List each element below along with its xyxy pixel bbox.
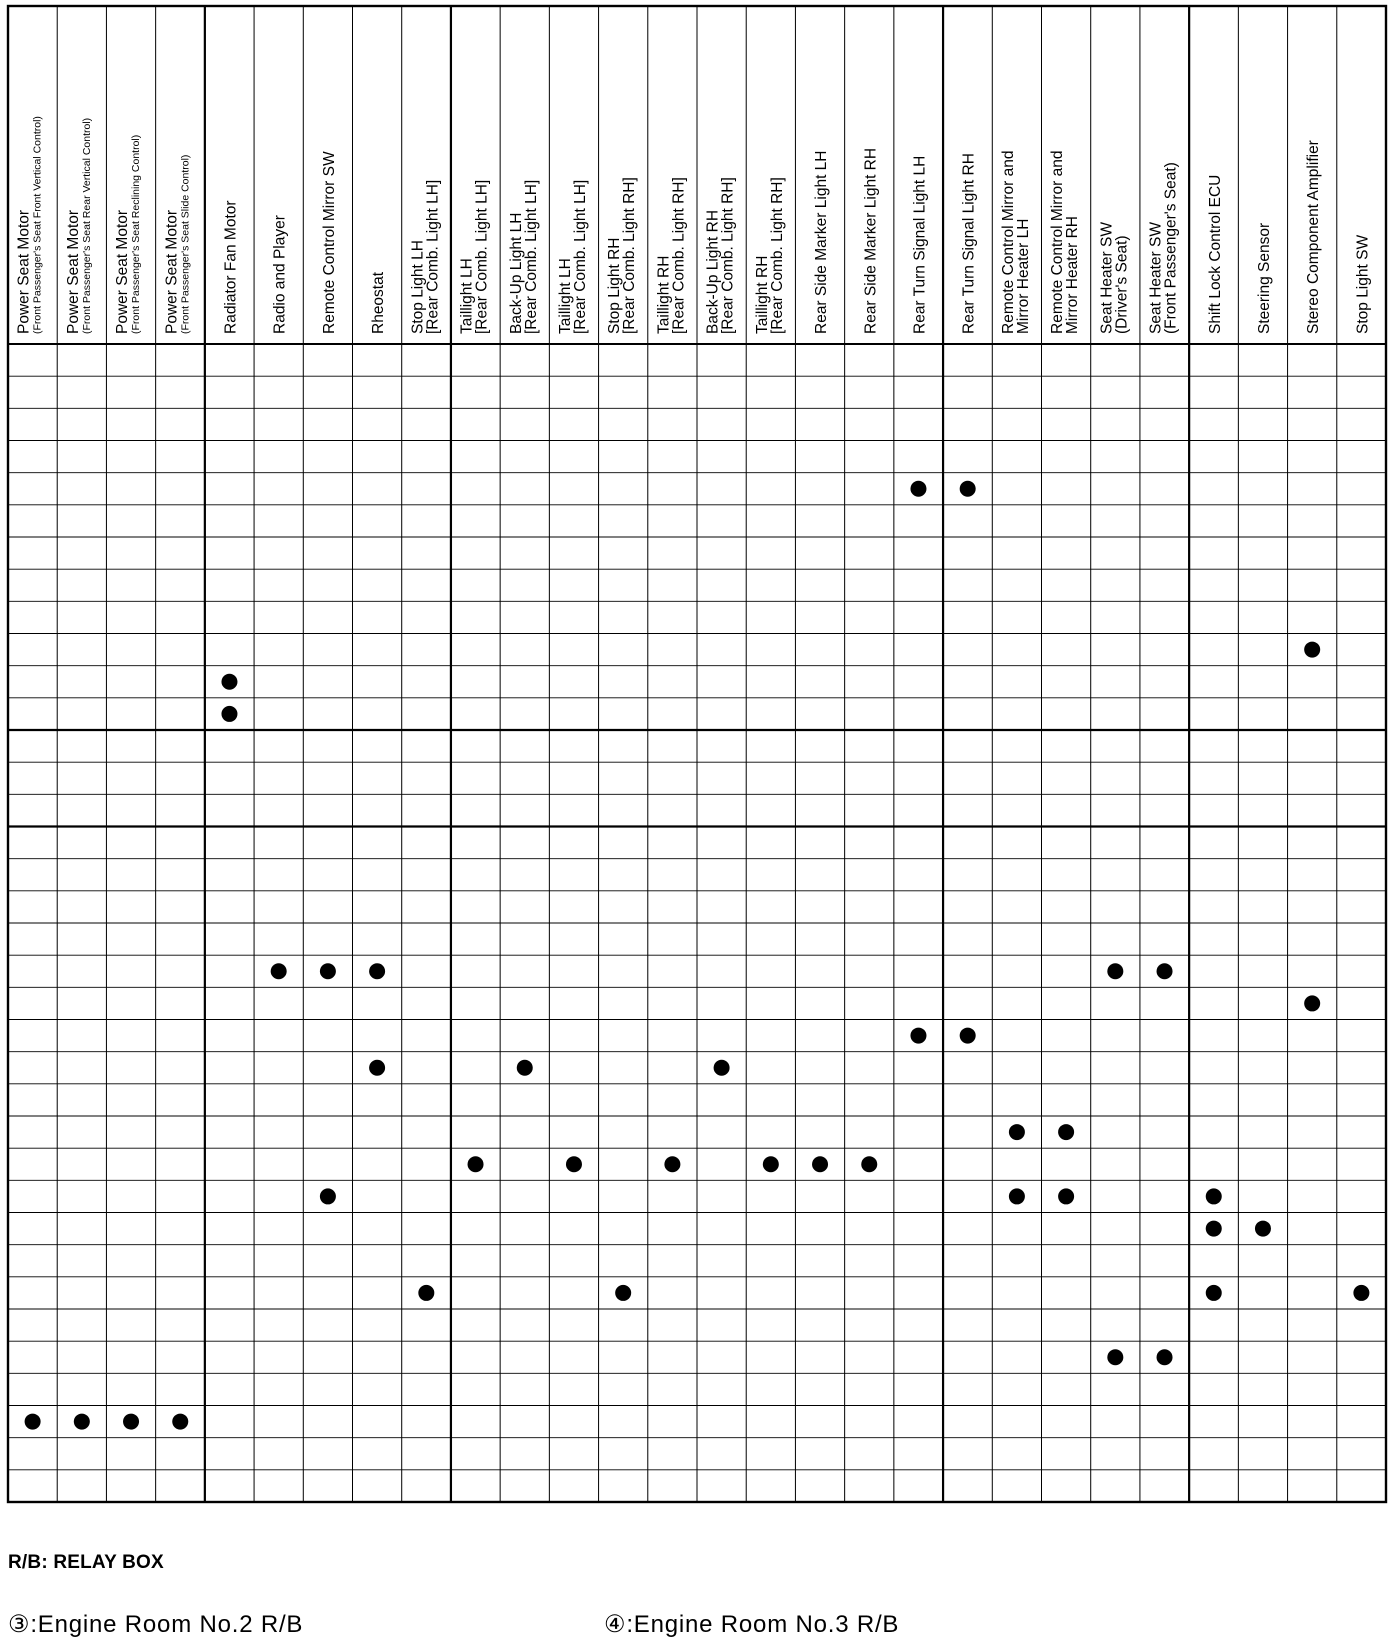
connection-dot	[1353, 1285, 1369, 1301]
column-header-subtitle: [Rear Comb. Light RH]	[768, 177, 786, 334]
connection-dot	[1107, 1349, 1123, 1365]
column-header-title: Steering Sensor	[1255, 222, 1273, 334]
connection-dot	[1058, 1188, 1074, 1204]
connection-dot	[221, 674, 237, 690]
column-header-subtitle: [Rear Comb. Light LH]	[424, 179, 442, 334]
column-header-subtitle: (Front Passenger's Seat Front Vertical Control)	[31, 116, 44, 334]
column-header-title: Power Seat Motor	[163, 209, 181, 334]
connection-dot	[1304, 995, 1320, 1011]
connection-dot	[910, 481, 926, 497]
connection-dot	[1157, 1349, 1173, 1365]
connection-dot	[1206, 1221, 1222, 1237]
column-header-title: Remote Control Mirror and	[1049, 150, 1067, 334]
column-header-subtitle: (Front Passenger's Seat)	[1162, 162, 1180, 334]
column-header-title: Back-Up Light LH	[507, 212, 525, 334]
column-header-title: Stop Light RH	[606, 237, 624, 334]
column-header-title: Seat Heater SW	[1098, 222, 1116, 334]
legend-title: R/B: RELAY BOX	[8, 1552, 164, 1573]
connection-dot	[566, 1156, 582, 1172]
connection-dot	[1009, 1124, 1025, 1140]
connection-dot	[960, 1028, 976, 1044]
column-header-title: Radio and Player	[271, 215, 289, 334]
column-header-title: Stereo Component Amplifier	[1305, 140, 1323, 334]
connection-dot	[320, 1188, 336, 1204]
column-header-subtitle: [Rear Comb. Light RH]	[621, 177, 639, 334]
connection-dot	[172, 1414, 188, 1430]
column-header-title: Rheostat	[370, 271, 388, 334]
column-header-subtitle: (Front Passenger's Seat Rear Vertical Control)	[80, 117, 93, 334]
column-header-title: Power Seat Motor	[114, 209, 132, 334]
connection-dot	[221, 706, 237, 722]
connection-dot	[1206, 1188, 1222, 1204]
column-header-subtitle: [Rear Comb. Light LH]	[473, 179, 491, 334]
connection-dot	[1157, 963, 1173, 979]
column-header-subtitle: [Rear Comb. Light LH]	[522, 179, 540, 334]
connection-dot	[25, 1414, 41, 1430]
column-header-title: Remote Control Mirror and	[999, 150, 1017, 334]
column-header-title: Taillight LH	[556, 258, 574, 334]
column-headers	[16, 116, 1372, 334]
column-header-title: Rear Side Marker Light LH	[813, 150, 831, 334]
column-header-title: Power Seat Motor	[64, 209, 82, 334]
connection-dot	[714, 1060, 730, 1076]
column-header-title: Taillight RH	[753, 255, 771, 334]
connection-dot	[1206, 1285, 1222, 1301]
connection-dot	[74, 1414, 90, 1430]
connection-dot	[910, 1028, 926, 1044]
column-header-title: Rear Side Marker Light RH	[862, 147, 880, 334]
connection-dot	[123, 1414, 139, 1430]
column-header-title: Power Seat Motor	[15, 209, 33, 334]
column-header-title: Shift Lock Control ECU	[1206, 174, 1224, 334]
connection-dot	[664, 1156, 680, 1172]
column-header-title: Stop Light LH	[409, 240, 427, 334]
connection-dot	[517, 1060, 533, 1076]
column-header-subtitle: (Front Passenger's Seat Slide Control)	[179, 154, 192, 334]
connection-dot	[1304, 642, 1320, 658]
column-header-subtitle: (Front Passenger's Seat Reclining Control)	[130, 134, 143, 334]
connection-dot	[369, 963, 385, 979]
connection-dot	[369, 1060, 385, 1076]
column-header-title: Radiator Fan Motor	[222, 200, 240, 334]
connection-dot	[320, 963, 336, 979]
connection-dot	[1255, 1221, 1271, 1237]
connection-dot	[418, 1285, 434, 1301]
column-header-title: Rear Turn Signal Light LH	[911, 155, 929, 334]
column-header-title: Taillight RH	[655, 255, 673, 334]
legend-item-engine-room-no3: ④:Engine Room No.3 R/B	[604, 1611, 900, 1638]
connection-dot	[812, 1156, 828, 1172]
column-header-subtitle: [Rear Comb. Light LH]	[571, 179, 589, 334]
connection-dot	[861, 1156, 877, 1172]
connection-dot	[1009, 1188, 1025, 1204]
column-header-title: Stop Light SW	[1354, 234, 1372, 334]
column-header-subtitle: Mirror Heater RH	[1064, 216, 1082, 334]
column-header-subtitle: (Driver's Seat)	[1113, 235, 1131, 334]
column-header-subtitle: Mirror Heater LH	[1014, 218, 1032, 334]
column-header-title: Remote Control Mirror SW	[320, 151, 338, 334]
connection-dot	[1058, 1124, 1074, 1140]
connection-dot	[468, 1156, 484, 1172]
connection-dot	[615, 1285, 631, 1301]
column-header-title: Seat Heater SW	[1147, 222, 1165, 334]
legend-item-engine-room-no2: ③:Engine Room No.2 R/B	[8, 1611, 304, 1638]
connection-dot	[763, 1156, 779, 1172]
connection-dot	[271, 963, 287, 979]
connection-dot	[1107, 963, 1123, 979]
column-header-subtitle: [Rear Comb. Light RH]	[670, 177, 688, 334]
column-header-title: Taillight LH	[458, 258, 476, 334]
column-header-title: Back-Up Light RH	[704, 209, 722, 334]
column-header-title: Rear Turn Signal Light RH	[960, 153, 978, 334]
column-header-subtitle: [Rear Comb. Light RH]	[719, 177, 737, 334]
connection-dot	[960, 481, 976, 497]
